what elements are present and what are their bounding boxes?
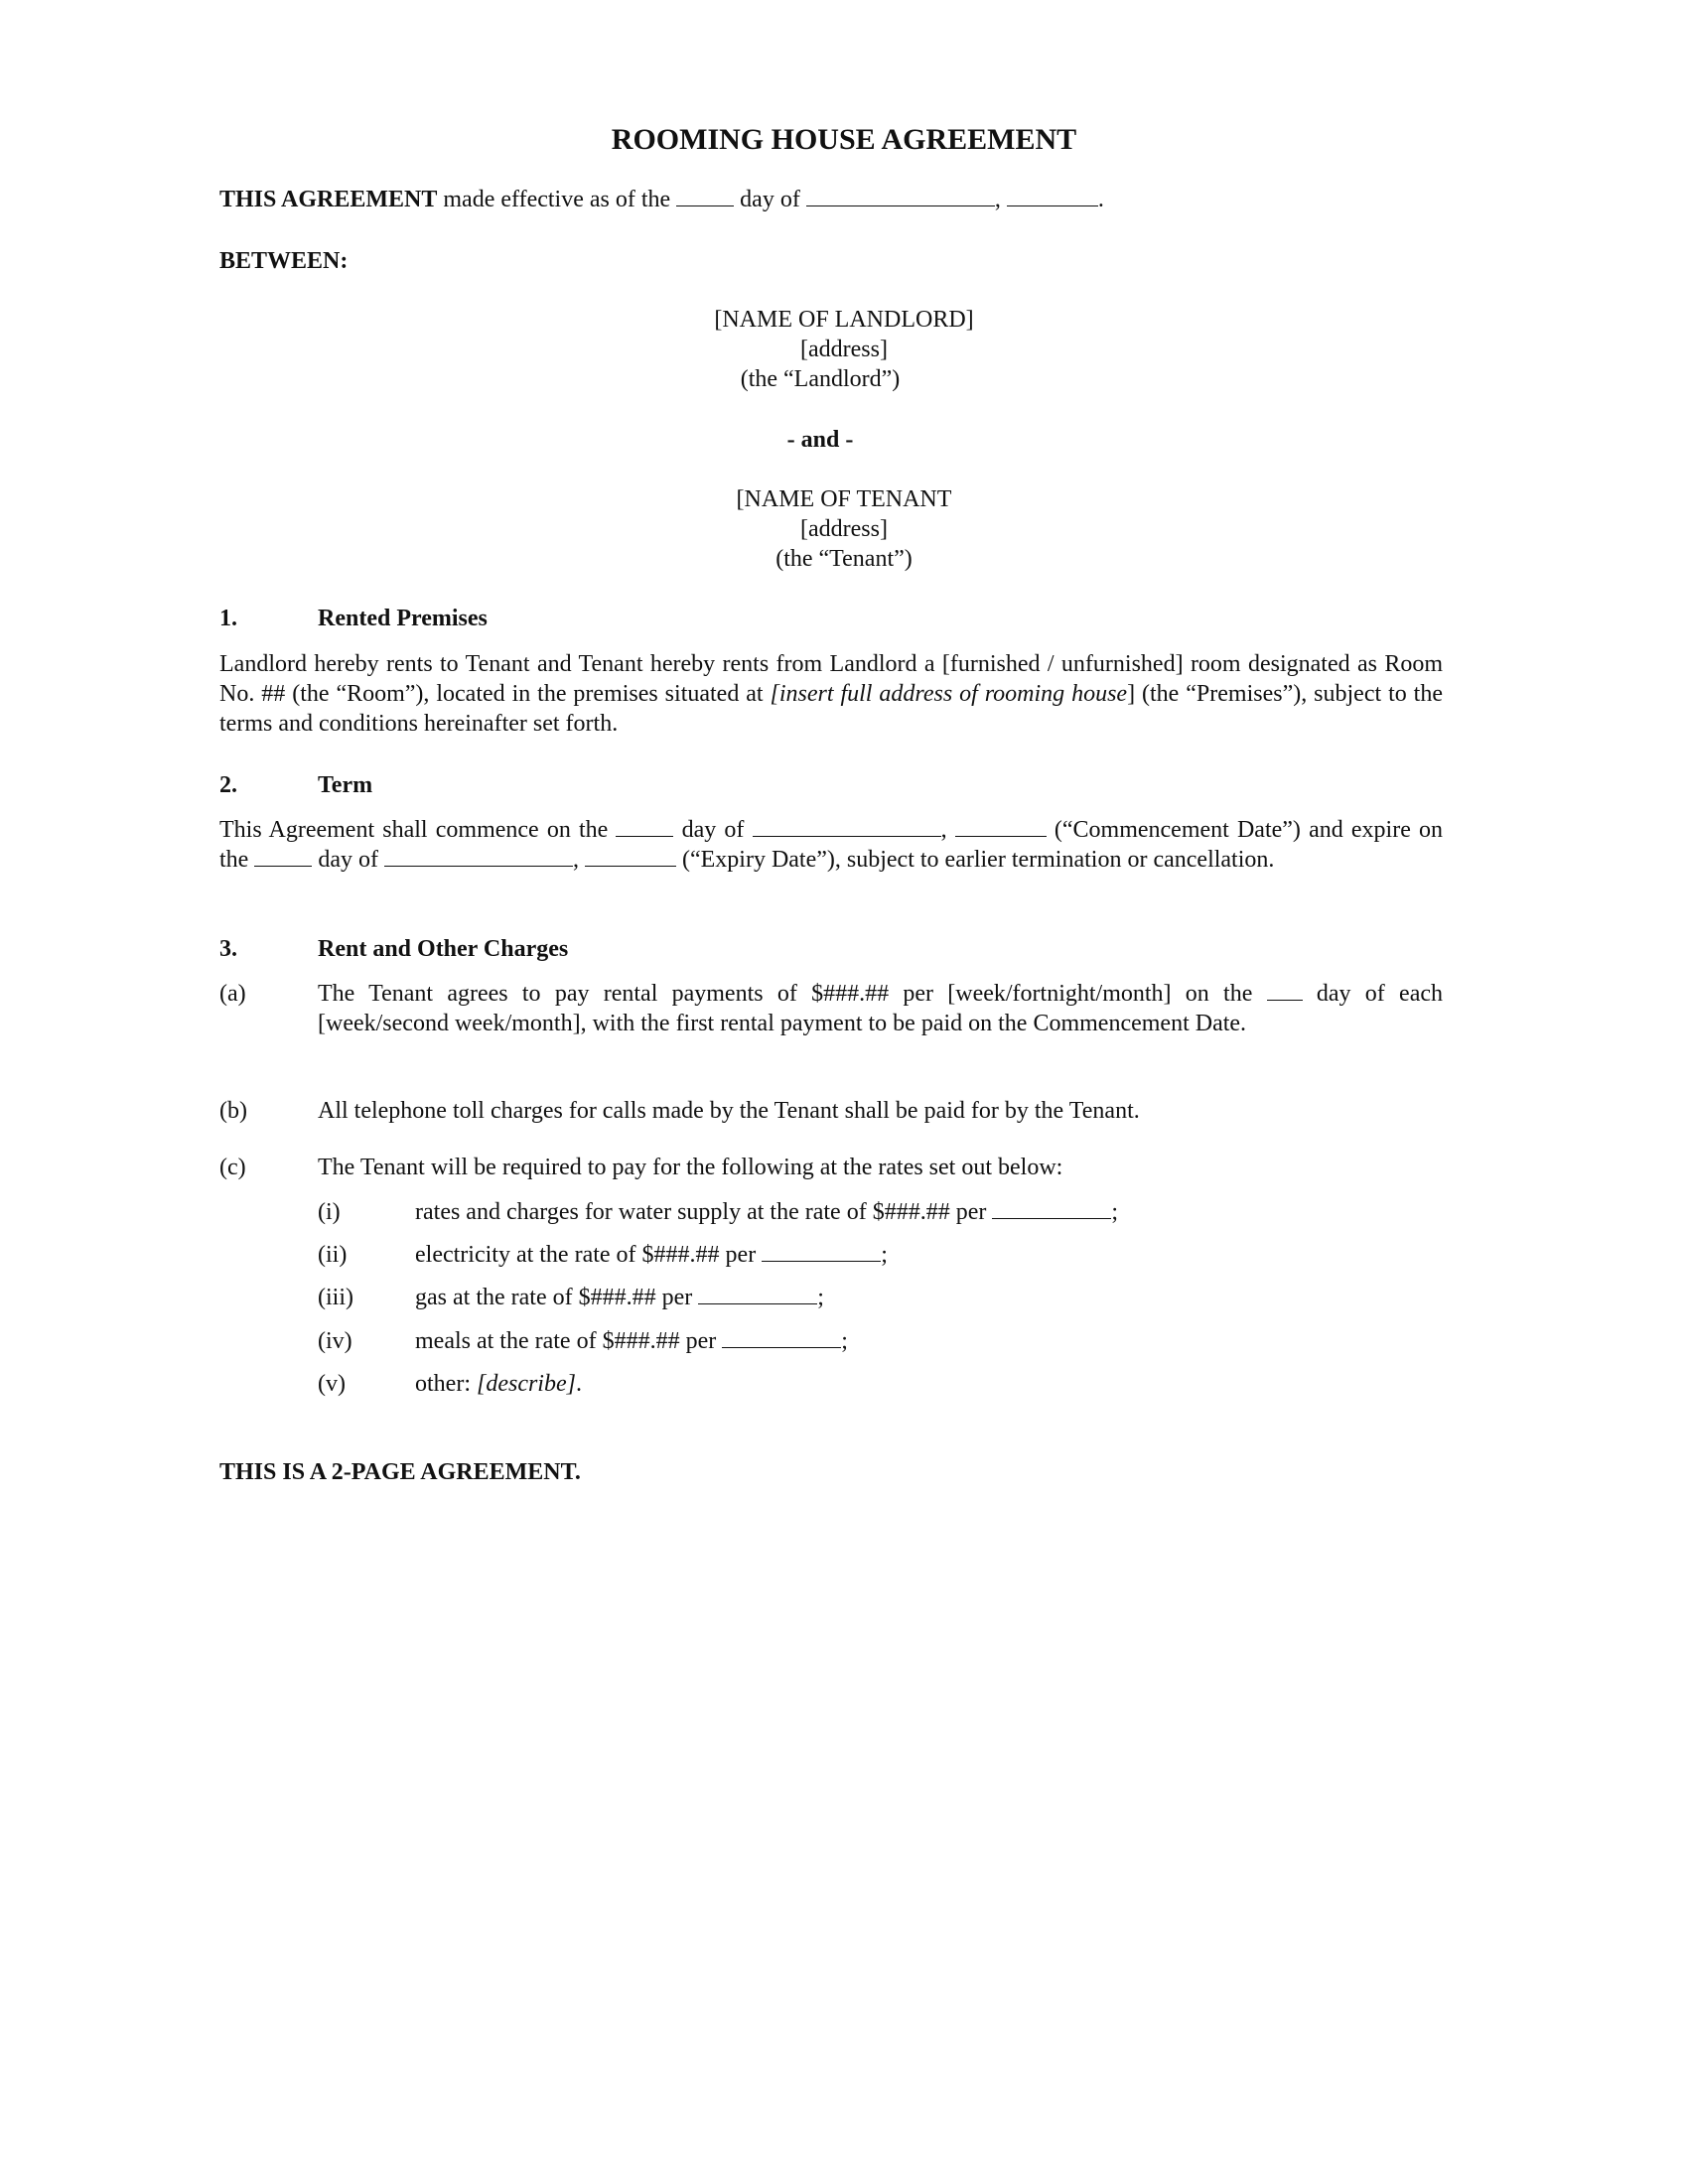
- term-text: ,: [940, 817, 955, 843]
- item-end: ;: [817, 1285, 824, 1310]
- item-i-text: [415, 1197, 1118, 1227]
- rent-day-blank[interactable]: [1267, 980, 1303, 1001]
- commence-year-blank[interactable]: [955, 816, 1047, 837]
- between-label: BETWEEN:: [219, 248, 349, 274]
- section-2-heading: Term: [318, 772, 373, 798]
- clause-a-text-2: day of each [week/second week/month], with the first rental payment to be paid on the Commencement Date.: [318, 981, 1443, 1036]
- meals-rate-blank[interactable]: [722, 1327, 841, 1348]
- item-iv-text: [415, 1326, 848, 1356]
- section-1-paragraph: [219, 649, 1443, 739]
- term-text: ,: [572, 847, 585, 873]
- item-iii-label: (iii): [318, 1285, 353, 1310]
- item-italic: [describe]: [476, 1371, 576, 1397]
- item-end: ;: [881, 1242, 888, 1268]
- item-v-text: [415, 1369, 582, 1399]
- item-iv-label: (iv): [318, 1328, 352, 1354]
- intro-text: day of: [734, 187, 806, 212]
- item-text: gas at the rate of $###.## per: [415, 1285, 699, 1310]
- intro-line: [219, 185, 1104, 214]
- tenant-defined: (the “Tenant”): [775, 546, 913, 572]
- clause-a-text-1: The Tenant agrees to pay rental payments of $###.## per [week/fortnight/month] on the: [318, 981, 1267, 1007]
- commence-day-blank[interactable]: [616, 816, 673, 837]
- term-text: (“Commencement Date”) and expire on the: [219, 817, 1443, 873]
- term-text: day of: [673, 817, 753, 843]
- tenant-name: [NAME OF TENANT: [736, 486, 952, 512]
- clause-a-text: [318, 979, 1443, 1038]
- section-2-number: 2.: [219, 772, 237, 798]
- item-v-label: (v): [318, 1371, 346, 1397]
- expiry-year-blank[interactable]: [585, 846, 676, 867]
- item-end: ;: [841, 1328, 848, 1354]
- clause-b-text: All telephone toll charges for calls made by the Tenant shall be paid for by the Tenant.: [318, 1098, 1140, 1124]
- item-ii-text: [415, 1240, 888, 1270]
- term-text: day of: [312, 847, 384, 873]
- gas-rate-blank[interactable]: [698, 1284, 817, 1304]
- tenant-address: [address]: [800, 516, 888, 542]
- section-3-number: 3.: [219, 936, 237, 962]
- item-end: ;: [1111, 1199, 1119, 1225]
- clause-a-label: (a): [219, 981, 246, 1007]
- commence-month-blank[interactable]: [753, 816, 941, 837]
- intro-text: ,: [994, 187, 1007, 212]
- page-count-notice: THIS IS A 2-PAGE AGREEMENT.: [219, 1459, 581, 1485]
- month-blank[interactable]: [806, 186, 995, 206]
- section-1-text: Landlord hereby rents to Tenant and Tenant hereby rents from Landlord a [furnished / unfurnished] room designated as Room No. ## (the “Room”), located in the premises situated at: [219, 651, 1443, 707]
- intro-bold: THIS AGREEMENT: [219, 187, 438, 212]
- day-blank[interactable]: [676, 186, 734, 206]
- section-1-number: 1.: [219, 606, 237, 631]
- clause-b-label: (b): [219, 1098, 247, 1124]
- section-1-italic: [insert full address of rooming house: [770, 681, 1128, 707]
- section-1-heading: Rented Premises: [318, 606, 488, 631]
- clause-c-label: (c): [219, 1155, 246, 1180]
- intro-text: made effective as of the: [437, 187, 677, 212]
- section-3-heading: Rent and Other Charges: [318, 936, 569, 962]
- item-end: .: [575, 1371, 582, 1397]
- and-separator: - and -: [786, 427, 854, 453]
- landlord-address: [address]: [800, 337, 888, 362]
- water-rate-blank[interactable]: [992, 1198, 1111, 1219]
- intro-text: .: [1097, 187, 1104, 212]
- term-text: This Agreement shall commence on the: [219, 817, 617, 843]
- document-title: ROOMING HOUSE AGREEMENT: [611, 123, 1077, 156]
- electricity-rate-blank[interactable]: [762, 1241, 881, 1262]
- item-text: meals at the rate of $###.## per: [415, 1328, 723, 1354]
- expiry-month-blank[interactable]: [384, 846, 573, 867]
- item-i-label: (i): [318, 1199, 341, 1225]
- year-blank[interactable]: [1007, 186, 1098, 206]
- item-text: rates and charges for water supply at the rate of $###.## per: [415, 1199, 993, 1225]
- clause-c-text: The Tenant will be required to pay for the following at the rates set out below:: [318, 1155, 1063, 1180]
- expiry-day-blank[interactable]: [254, 846, 312, 867]
- item-text: electricity at the rate of $###.## per: [415, 1242, 763, 1268]
- landlord-name: [NAME OF LANDLORD]: [714, 307, 974, 333]
- item-text: other:: [415, 1371, 477, 1397]
- section-2-paragraph: [219, 815, 1443, 875]
- landlord-defined: (the “Landlord”): [740, 366, 901, 392]
- item-iii-text: [415, 1283, 824, 1312]
- term-text: (“Expiry Date”), subject to earlier termination or cancellation.: [675, 847, 1275, 873]
- section-1-text-end: ] (the “Premises”), subject to the terms and conditions hereinafter set forth.: [219, 681, 1443, 737]
- item-ii-label: (ii): [318, 1242, 348, 1268]
